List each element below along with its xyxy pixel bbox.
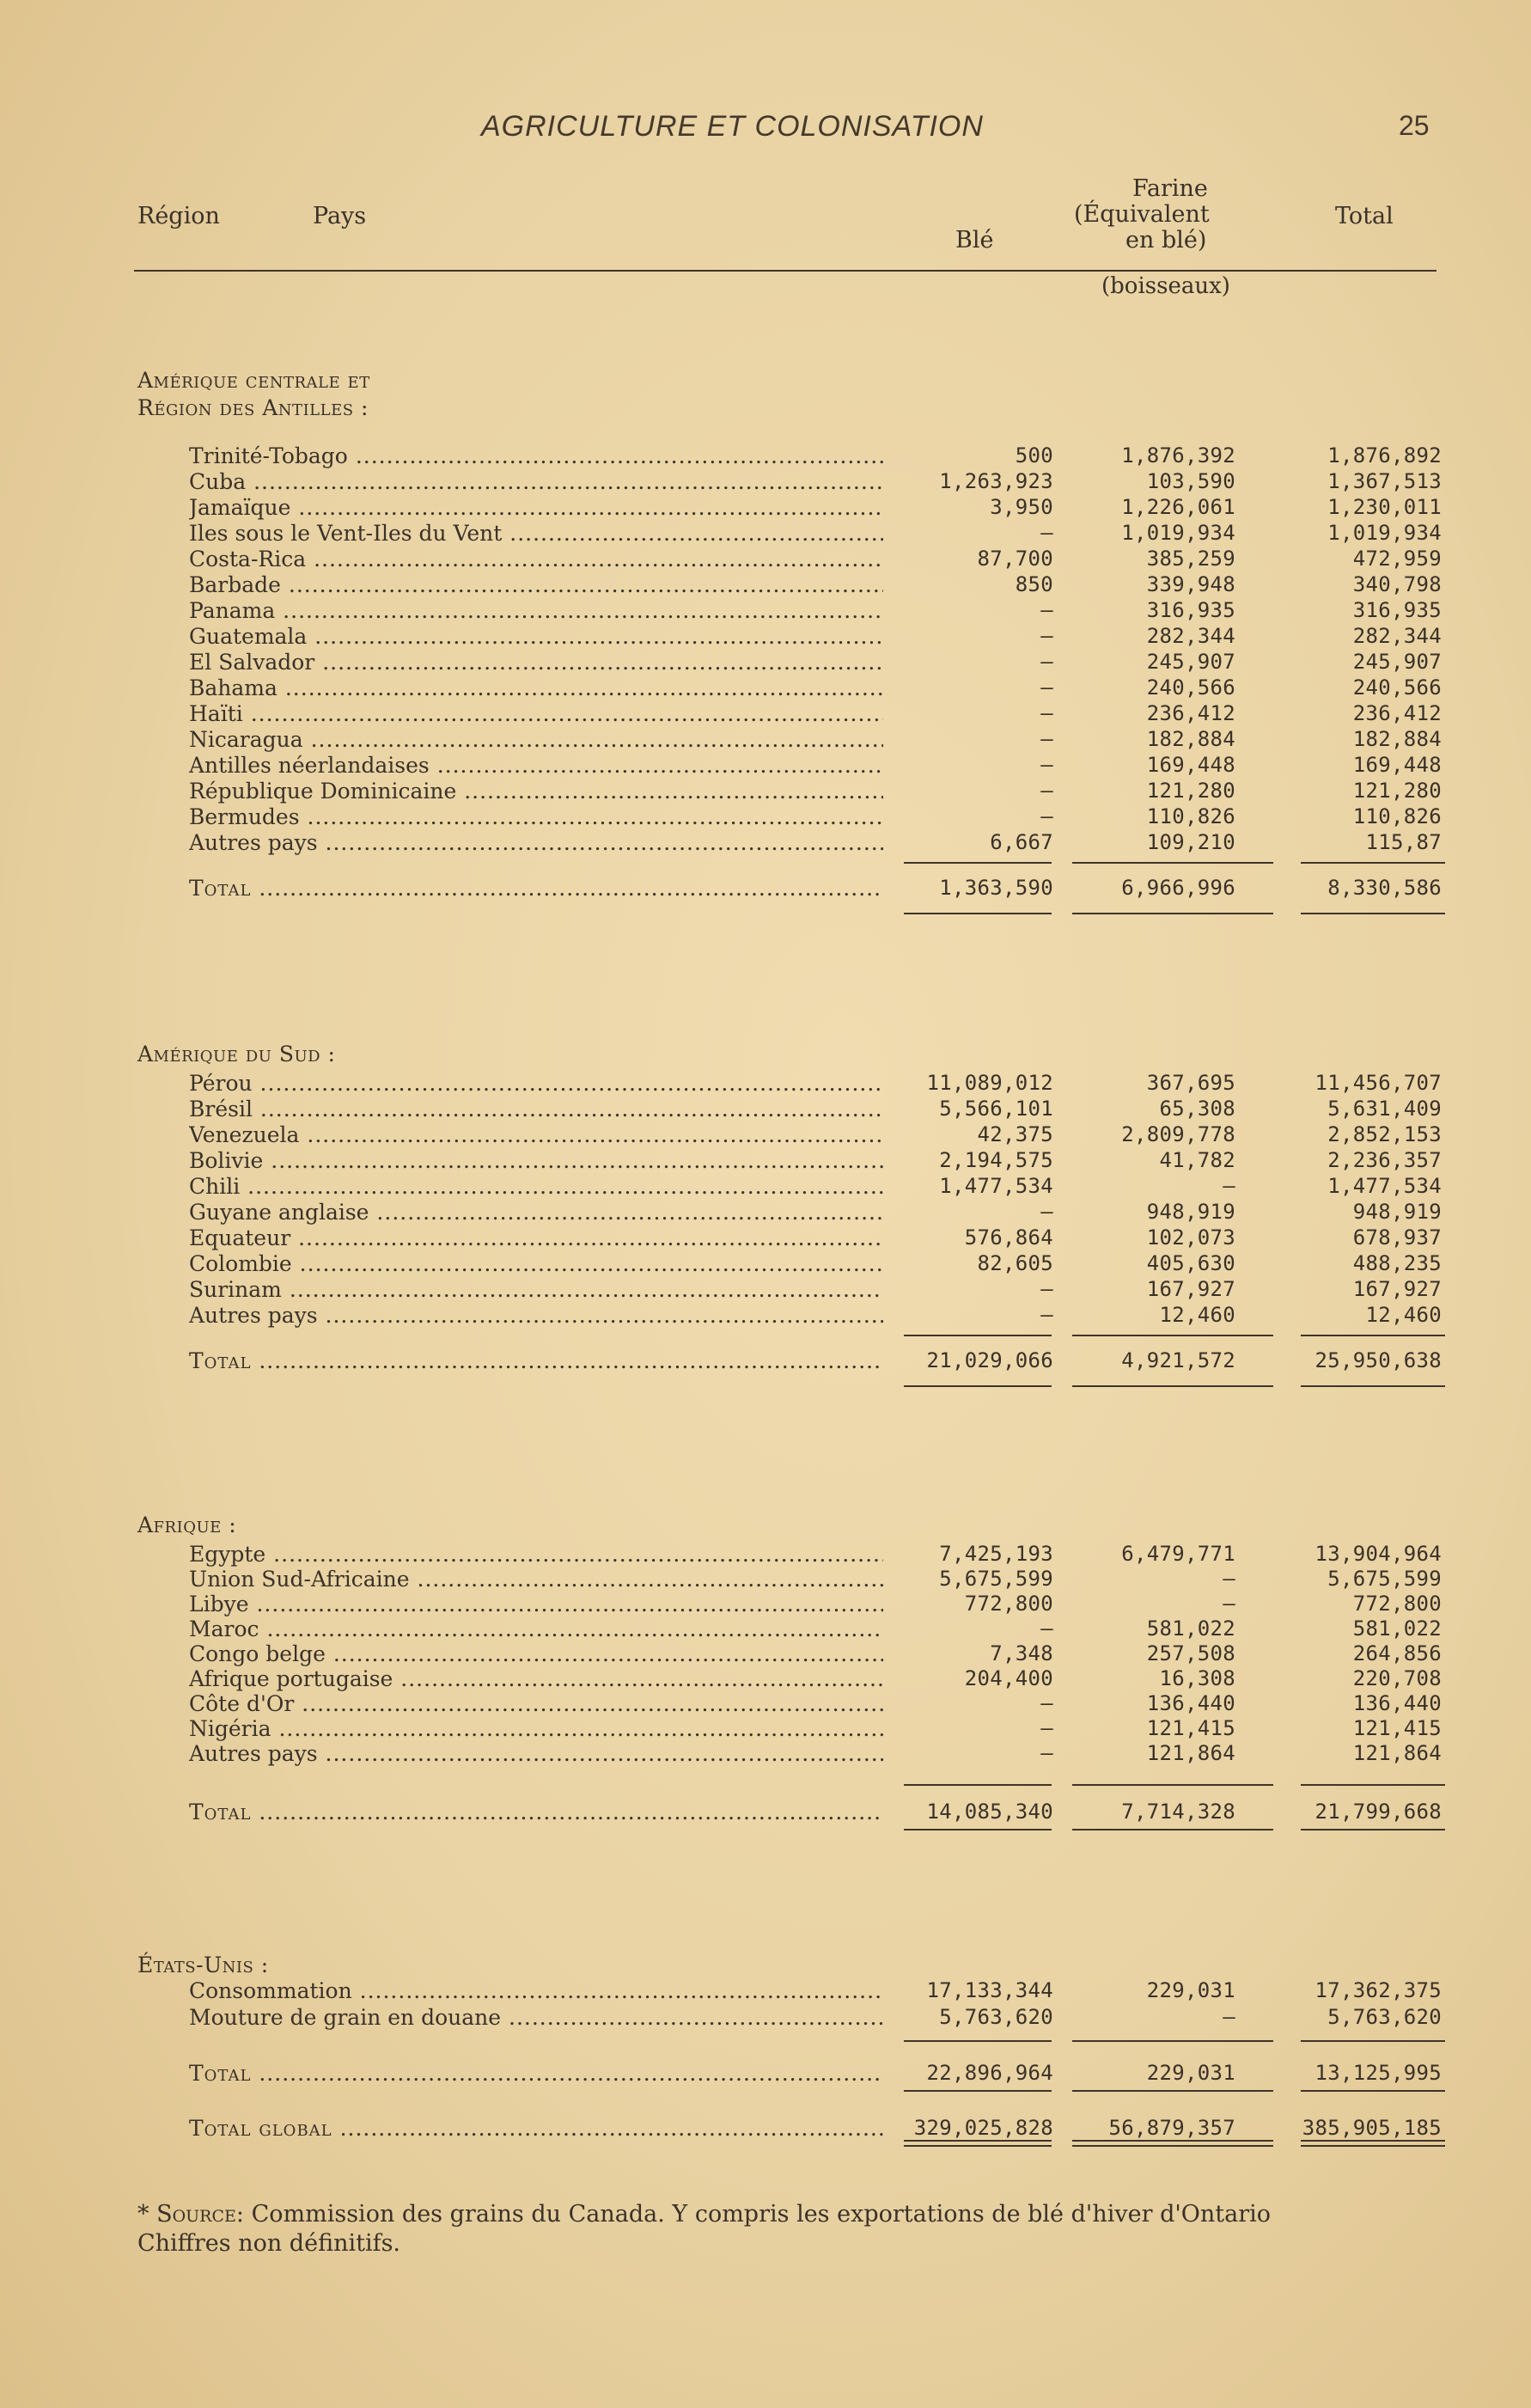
table-row bbox=[0, 1097, 1531, 1122]
farine-value: 1,019,934 bbox=[1121, 521, 1235, 545]
country-name: Bermudes ..... bbox=[189, 804, 883, 829]
country-name: Mouture de grain en douane ..... bbox=[189, 2005, 883, 2030]
farine-value: 948,919 bbox=[1146, 1200, 1235, 1224]
total-value: 25,950,638 bbox=[1314, 1348, 1442, 1372]
ble-value: 772,800 bbox=[964, 1592, 1053, 1616]
section-title: Afrique : bbox=[137, 1513, 237, 1537]
ble-value: — bbox=[1040, 1716, 1053, 1740]
country-name: République Dominicaine ..... bbox=[189, 779, 883, 804]
grand-total-rule-double-3 bbox=[1301, 2145, 1445, 2147]
section-end-rule-3 bbox=[1301, 1385, 1445, 1387]
table-row bbox=[0, 1303, 1531, 1329]
ble-value: — bbox=[1040, 1200, 1053, 1224]
col-header-ble: Blé bbox=[955, 227, 994, 254]
footnote-text-1: Commission des grains du Canada. Y compris les exportations de blé d'hiver d'Ontario bbox=[251, 2201, 1272, 2228]
farine-value: 4,921,572 bbox=[1121, 1348, 1235, 1372]
total-value: 1,230,011 bbox=[1327, 495, 1442, 519]
total-value: 236,412 bbox=[1352, 701, 1442, 725]
farine-value: 121,280 bbox=[1146, 779, 1235, 803]
ble-value: 7,348 bbox=[990, 1641, 1053, 1665]
ble-value: — bbox=[1040, 624, 1053, 648]
section-total-row bbox=[0, 1800, 1531, 1825]
ble-value: 1,477,534 bbox=[939, 1174, 1053, 1198]
ble-value: 7,425,193 bbox=[939, 1542, 1053, 1566]
table-row bbox=[0, 624, 1531, 650]
total-value: 5,675,599 bbox=[1327, 1567, 1442, 1591]
country-name: Maroc ..... bbox=[189, 1617, 883, 1641]
total-value: 2,852,153 bbox=[1327, 1122, 1442, 1146]
total-value: 121,415 bbox=[1352, 1716, 1442, 1740]
country-name: Autres pays ..... bbox=[189, 1741, 883, 1766]
table-row bbox=[0, 1071, 1531, 1097]
section-end-rule-2 bbox=[1072, 2090, 1273, 2092]
grand-total-rule-double-2 bbox=[1072, 2145, 1273, 2147]
ble-value: 6,667 bbox=[990, 830, 1053, 854]
table-row bbox=[0, 727, 1531, 753]
table-row bbox=[0, 1666, 1531, 1692]
total-label: Total global ..... bbox=[189, 2116, 883, 2141]
subtotal-rule-2 bbox=[1072, 2040, 1273, 2042]
country-name: Egypte ..... bbox=[189, 1542, 883, 1567]
country-name: Côte d'Or ..... bbox=[189, 1691, 883, 1716]
total-value: 772,800 bbox=[1352, 1592, 1442, 1616]
total-value: 13,125,995 bbox=[1314, 2061, 1442, 2085]
country-name: Libye ..... bbox=[189, 1592, 883, 1617]
table-row bbox=[0, 443, 1531, 469]
ble-value: 500 bbox=[1015, 443, 1053, 468]
farine-value: 102,073 bbox=[1146, 1225, 1235, 1250]
farine-value: 1,876,392 bbox=[1121, 443, 1235, 468]
grand-total-rule-2 bbox=[1072, 2140, 1273, 2142]
ble-value: — bbox=[1040, 650, 1053, 674]
section-total-row bbox=[0, 1348, 1531, 1374]
table-row bbox=[0, 1225, 1531, 1251]
total-value: 2,236,357 bbox=[1327, 1148, 1442, 1172]
total-label: Total ..... bbox=[189, 876, 883, 901]
ble-value: 14,085,340 bbox=[926, 1800, 1053, 1824]
subtotal-rule-1 bbox=[904, 2040, 1052, 2042]
country-name: Barbade ..... bbox=[189, 572, 883, 597]
subtotal-rule-3 bbox=[1301, 862, 1445, 864]
running-head: AGRICULTURE ET COLONISATION bbox=[481, 110, 984, 143]
farine-value: 240,566 bbox=[1146, 675, 1235, 700]
section-subtitle: Région des Antilles : bbox=[137, 395, 369, 420]
ble-value: — bbox=[1040, 753, 1053, 777]
ble-value: — bbox=[1040, 1691, 1053, 1715]
farine-value: 169,448 bbox=[1146, 753, 1235, 777]
subtotal-rule-2 bbox=[1072, 862, 1273, 864]
total-value: 316,935 bbox=[1352, 598, 1442, 622]
country-name: Iles sous le Vent-Iles du Vent ..... bbox=[189, 521, 883, 546]
country-name: Chili ..... bbox=[189, 1174, 883, 1199]
table-row bbox=[0, 779, 1531, 804]
country-name: Colombie ..... bbox=[189, 1251, 883, 1276]
total-value: 581,022 bbox=[1352, 1617, 1442, 1641]
ble-value: 3,950 bbox=[990, 495, 1053, 519]
table-row bbox=[0, 1617, 1531, 1642]
table-row bbox=[0, 1251, 1531, 1277]
total-value: 948,919 bbox=[1352, 1200, 1442, 1224]
total-label: Total ..... bbox=[189, 1348, 883, 1373]
country-name: Cuba ..... bbox=[189, 469, 883, 494]
total-value: 169,448 bbox=[1352, 753, 1442, 777]
ble-value: — bbox=[1040, 727, 1053, 751]
ble-value: — bbox=[1040, 521, 1053, 545]
table-row bbox=[0, 1592, 1531, 1617]
table-row bbox=[0, 701, 1531, 727]
farine-value: — bbox=[1223, 1174, 1235, 1198]
table-row bbox=[0, 1122, 1531, 1148]
farine-value: 41,782 bbox=[1159, 1148, 1235, 1172]
total-value: 13,904,964 bbox=[1314, 1542, 1442, 1566]
grand-total-rule-double-1 bbox=[904, 2145, 1052, 2147]
ble-value: 5,675,599 bbox=[939, 1567, 1053, 1591]
ble-value: 42,375 bbox=[977, 1122, 1053, 1146]
table-row bbox=[0, 547, 1531, 572]
unit-label: (boisseaux) bbox=[1101, 273, 1230, 299]
table-row bbox=[0, 1174, 1531, 1200]
page-number: 25 bbox=[1399, 110, 1430, 141]
farine-value: 121,864 bbox=[1146, 1741, 1235, 1765]
farine-value: 245,907 bbox=[1146, 650, 1235, 674]
table-row bbox=[0, 830, 1531, 856]
ble-value: — bbox=[1040, 1277, 1053, 1301]
section-title: Amérique centrale et bbox=[137, 368, 370, 393]
farine-value: 316,935 bbox=[1146, 598, 1235, 622]
table-row bbox=[0, 1277, 1531, 1303]
total-value: 21,799,668 bbox=[1314, 1800, 1442, 1824]
farine-value: 12,460 bbox=[1159, 1303, 1235, 1327]
country-name: Guyane anglaise ..... bbox=[189, 1200, 883, 1225]
farine-value: 236,412 bbox=[1146, 701, 1235, 725]
farine-value: 109,210 bbox=[1146, 830, 1235, 854]
total-value: 472,959 bbox=[1352, 547, 1442, 571]
total-value: 1,477,534 bbox=[1327, 1174, 1442, 1198]
total-value: 11,456,707 bbox=[1314, 1071, 1442, 1095]
footnote-line-2: Chiffres non définitifs. bbox=[137, 2230, 401, 2257]
total-value: 385,905,185 bbox=[1302, 2116, 1442, 2140]
ble-value: 204,400 bbox=[964, 1666, 1053, 1690]
section-title: États-Unis : bbox=[137, 1953, 269, 1977]
grand-total-rule-1 bbox=[904, 2140, 1052, 2142]
section-end-rule-1 bbox=[904, 1385, 1052, 1387]
ble-value: — bbox=[1040, 779, 1053, 803]
farine-value: 1,226,061 bbox=[1121, 495, 1235, 519]
table-row bbox=[0, 1978, 1531, 2004]
country-name: Equateur ..... bbox=[189, 1225, 883, 1250]
ble-value: 87,700 bbox=[977, 547, 1053, 571]
farine-value: — bbox=[1223, 1592, 1235, 1616]
country-name: Antilles néerlandaises ..... bbox=[189, 753, 883, 778]
ble-value: 21,029,066 bbox=[926, 1348, 1053, 1372]
farine-value: 581,022 bbox=[1146, 1617, 1235, 1641]
table-row bbox=[0, 1567, 1531, 1592]
ble-value: — bbox=[1040, 675, 1053, 700]
section-end-rule-2 bbox=[1072, 1829, 1273, 1830]
table-row bbox=[0, 598, 1531, 624]
country-name: Afrique portugaise ..... bbox=[189, 1666, 883, 1691]
ble-value: 5,763,620 bbox=[939, 2005, 1053, 2029]
farine-value: 6,479,771 bbox=[1121, 1542, 1235, 1566]
table-row bbox=[0, 572, 1531, 598]
section-total-row bbox=[0, 2061, 1531, 2087]
country-name: Guatemala ..... bbox=[189, 624, 883, 649]
farine-value: 65,308 bbox=[1159, 1097, 1235, 1121]
ble-value: 576,864 bbox=[964, 1225, 1053, 1250]
farine-value: 136,440 bbox=[1146, 1691, 1235, 1715]
country-name: Bolivie ..... bbox=[189, 1148, 883, 1173]
farine-value: 6,966,996 bbox=[1121, 876, 1235, 900]
total-value: 121,280 bbox=[1352, 779, 1442, 803]
ble-value: 17,133,344 bbox=[926, 1978, 1053, 2002]
country-name: El Salvador ..... bbox=[189, 650, 883, 675]
ble-value: 850 bbox=[1015, 572, 1053, 596]
total-value: 1,019,934 bbox=[1327, 521, 1442, 545]
table-row bbox=[0, 469, 1531, 495]
total-value: 240,566 bbox=[1352, 675, 1442, 700]
total-value: 17,362,375 bbox=[1314, 1978, 1442, 2002]
total-value: 678,937 bbox=[1352, 1225, 1442, 1250]
total-value: 1,876,892 bbox=[1327, 443, 1442, 468]
table-row bbox=[0, 2005, 1531, 2031]
farine-value: — bbox=[1223, 2005, 1235, 2029]
ble-value: — bbox=[1040, 1617, 1053, 1641]
table-row bbox=[0, 675, 1531, 701]
farine-value: 229,031 bbox=[1146, 1978, 1235, 2002]
total-value: 264,856 bbox=[1352, 1641, 1442, 1665]
farine-value: 229,031 bbox=[1146, 2061, 1235, 2085]
country-name: Autres pays ..... bbox=[189, 1303, 883, 1328]
total-value: 1,367,513 bbox=[1327, 469, 1442, 493]
table-row bbox=[0, 521, 1531, 547]
country-name: Venezuela ..... bbox=[189, 1122, 883, 1147]
section-end-rule-2 bbox=[1072, 1385, 1273, 1387]
farine-value: 103,590 bbox=[1146, 469, 1235, 493]
subtotal-rule-1 bbox=[904, 862, 1052, 864]
total-value: 5,631,409 bbox=[1327, 1097, 1442, 1121]
table-row bbox=[0, 1148, 1531, 1174]
section-end-rule-3 bbox=[1301, 2090, 1445, 2092]
country-name: Surinam ..... bbox=[189, 1277, 883, 1302]
table-row bbox=[0, 1716, 1531, 1742]
subtotal-rule-3 bbox=[1301, 2040, 1445, 2042]
ble-value: 2,194,575 bbox=[939, 1148, 1053, 1172]
subtotal-rule-3 bbox=[1301, 1784, 1445, 1786]
farine-value: 367,695 bbox=[1146, 1071, 1235, 1095]
total-value: 488,235 bbox=[1352, 1251, 1442, 1275]
total-value: 121,864 bbox=[1352, 1741, 1442, 1765]
total-label: Total ..... bbox=[189, 2061, 883, 2086]
ble-value: 22,896,964 bbox=[926, 2061, 1053, 2085]
farine-value: 167,927 bbox=[1146, 1277, 1235, 1301]
col-header-pays: Pays bbox=[313, 203, 367, 229]
table-row bbox=[0, 1741, 1531, 1767]
total-value: 12,460 bbox=[1365, 1303, 1442, 1327]
section-total-row bbox=[0, 876, 1531, 901]
footnote-marker: * bbox=[137, 2201, 149, 2228]
total-value: 245,907 bbox=[1352, 650, 1442, 674]
section-title: Amérique du Sud : bbox=[137, 1042, 336, 1066]
ble-value: — bbox=[1040, 701, 1053, 725]
footnote bbox=[137, 2200, 1461, 2258]
section-end-rule-1 bbox=[904, 2090, 1052, 2092]
col-header-farine-3: en blé) bbox=[1125, 227, 1207, 254]
ble-value: 1,263,923 bbox=[939, 469, 1053, 493]
total-value: 282,344 bbox=[1352, 624, 1442, 648]
total-value: 110,826 bbox=[1352, 804, 1442, 828]
country-name: Jamaïque ..... bbox=[189, 495, 883, 520]
ble-value: 11,089,012 bbox=[926, 1071, 1053, 1095]
country-name: Congo belge ..... bbox=[189, 1641, 883, 1666]
subtotal-rule-2 bbox=[1072, 1335, 1273, 1336]
table-row bbox=[0, 804, 1531, 830]
farine-value: 16,308 bbox=[1159, 1666, 1235, 1690]
farine-value: 405,630 bbox=[1146, 1251, 1235, 1275]
ble-value: 82,605 bbox=[977, 1251, 1053, 1275]
grand-total-row bbox=[0, 2116, 1531, 2142]
table-row bbox=[0, 1542, 1531, 1568]
table-row bbox=[0, 1641, 1531, 1667]
country-name: Union Sud-Africaine ..... bbox=[189, 1567, 883, 1592]
total-label: Total ..... bbox=[189, 1800, 883, 1824]
ble-value: — bbox=[1040, 804, 1053, 828]
col-header-farine-2: (Équivalent bbox=[1074, 201, 1210, 228]
table-row bbox=[0, 1200, 1531, 1225]
section-end-rule-3 bbox=[1301, 1829, 1445, 1830]
section-end-rule-3 bbox=[1301, 913, 1445, 914]
header-rule bbox=[134, 270, 1436, 272]
farine-value: 110,826 bbox=[1146, 804, 1235, 828]
section-end-rule-1 bbox=[904, 1829, 1052, 1830]
ble-value: 1,363,590 bbox=[939, 876, 1053, 900]
section-end-rule-1 bbox=[904, 913, 1052, 914]
farine-value: 7,714,328 bbox=[1121, 1800, 1235, 1824]
country-name: Autres pays ..... bbox=[189, 830, 883, 855]
col-header-region: Région bbox=[137, 203, 220, 229]
subtotal-rule-3 bbox=[1301, 1335, 1445, 1336]
total-value: 167,927 bbox=[1352, 1277, 1442, 1301]
total-value: 5,763,620 bbox=[1327, 2005, 1442, 2029]
farine-value: 282,344 bbox=[1146, 624, 1235, 648]
subtotal-rule-2 bbox=[1072, 1784, 1273, 1786]
footnote-line-1 bbox=[137, 2200, 1461, 2229]
farine-value: 121,415 bbox=[1146, 1716, 1235, 1740]
table-row bbox=[0, 753, 1531, 779]
farine-value: 385,259 bbox=[1146, 547, 1235, 571]
country-name: Brésil ..... bbox=[189, 1097, 883, 1121]
total-value: 115,87 bbox=[1365, 830, 1442, 854]
col-header-farine-1: Farine bbox=[1132, 175, 1208, 202]
total-value: 182,884 bbox=[1352, 727, 1442, 751]
table-row bbox=[0, 1691, 1531, 1717]
ble-value: 329,025,828 bbox=[913, 2116, 1053, 2140]
farine-value: 56,879,357 bbox=[1108, 2116, 1235, 2140]
total-value: 8,330,586 bbox=[1327, 876, 1442, 900]
farine-value: — bbox=[1223, 1567, 1235, 1591]
subtotal-rule-1 bbox=[904, 1784, 1052, 1786]
country-name: Pérou ..... bbox=[189, 1071, 883, 1096]
country-name: Costa-Rica ..... bbox=[189, 547, 883, 571]
country-name: Nicaragua ..... bbox=[189, 727, 883, 752]
total-value: 340,798 bbox=[1352, 572, 1442, 596]
ble-value: — bbox=[1040, 1741, 1053, 1765]
country-name: Consommation ..... bbox=[189, 1978, 883, 2003]
grand-total-rule-3 bbox=[1301, 2140, 1445, 2142]
country-name: Panama ..... bbox=[189, 598, 883, 623]
subtotal-rule-1 bbox=[904, 1335, 1052, 1336]
country-name: Haïti ..... bbox=[189, 701, 883, 726]
farine-value: 257,508 bbox=[1146, 1641, 1235, 1665]
ble-value: 5,566,101 bbox=[939, 1097, 1053, 1121]
col-header-total: Total bbox=[1335, 203, 1394, 229]
ble-value: — bbox=[1040, 1303, 1053, 1327]
farine-value: 182,884 bbox=[1146, 727, 1235, 751]
total-value: 220,708 bbox=[1352, 1666, 1442, 1690]
country-name: Nigéria ..... bbox=[189, 1716, 883, 1741]
section-end-rule-2 bbox=[1072, 913, 1273, 914]
table-row bbox=[0, 495, 1531, 521]
farine-value: 339,948 bbox=[1146, 572, 1235, 596]
total-value: 136,440 bbox=[1352, 1691, 1442, 1715]
ble-value: — bbox=[1040, 598, 1053, 622]
table-row bbox=[0, 650, 1531, 675]
farine-value: 2,809,778 bbox=[1121, 1122, 1235, 1146]
country-name: Trinité-Tobago ..... bbox=[189, 443, 883, 468]
footnote-source-label: Source: bbox=[156, 2201, 244, 2228]
country-name: Bahama ..... bbox=[189, 675, 883, 700]
